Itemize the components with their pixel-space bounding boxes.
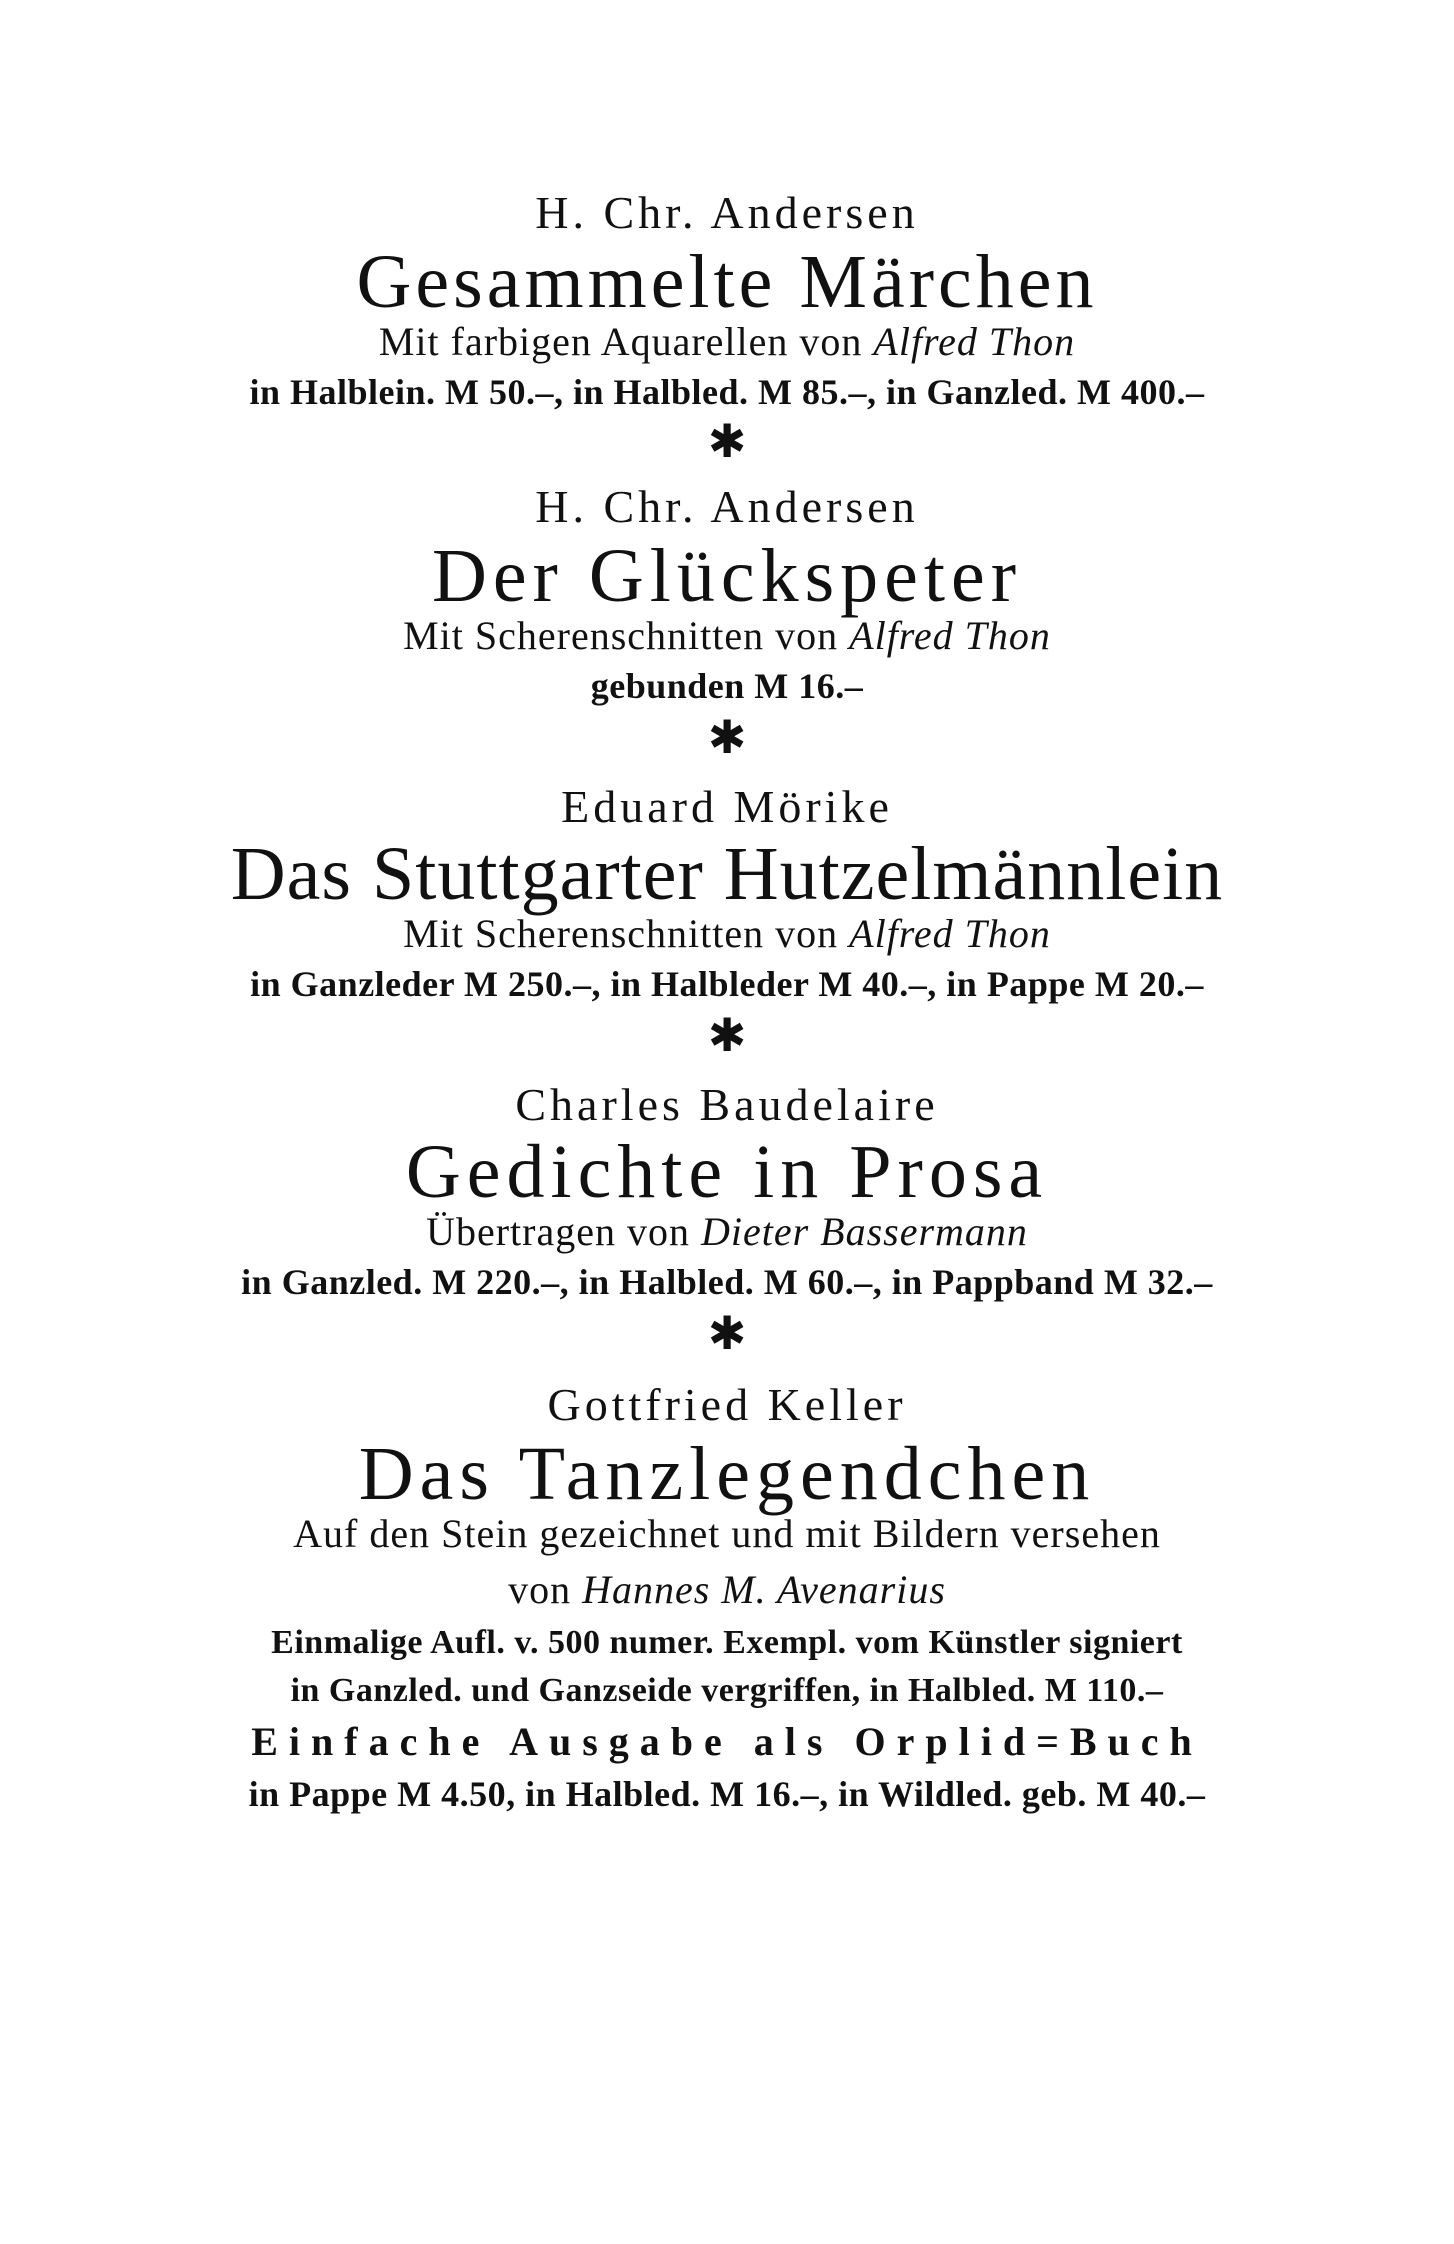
entry-author: H. Chr. Andersen xyxy=(535,481,919,532)
entry-author: Charles Baudelaire xyxy=(515,1079,939,1130)
star-separator: ✱ xyxy=(707,1306,747,1360)
entry-title: Der Glückspeter xyxy=(431,534,1023,618)
entry-price: in Ganzled. M 220.–, in Halbled. M 60.–, in Pappband M 32.– xyxy=(241,1262,1213,1302)
entry-title: Gesammelte Märchen xyxy=(356,240,1098,324)
edition-heading: Einfache Ausgabe als Orplid=Buch xyxy=(251,1719,1203,1764)
translator-name: Dieter Bassermann xyxy=(700,1209,1028,1254)
entry-title: Gedichte in Prosa xyxy=(405,1130,1049,1214)
entry-author: Gottfried Keller xyxy=(547,1379,907,1430)
star-separator: ✱ xyxy=(707,710,747,764)
entry-subtitle: Übertragen von Dieter Bassermann xyxy=(426,1209,1028,1254)
entry-price: in Halblein. M 50.–, in Halbled. M 85.–, in Ganzled. M 400.– xyxy=(249,372,1205,412)
entry-subtitle: Auf den Stein gezeichnet und mit Bildern versehen xyxy=(293,1511,1161,1556)
entry-subtitle-illustrator: von Hannes M. Avenarius xyxy=(508,1567,946,1612)
edition-note: in Ganzled. und Ganzseide vergriffen, in Halbled. M 110.– xyxy=(290,1672,1164,1709)
entry-subtitle: Mit Scherenschnitten von Alfred Thon xyxy=(403,911,1051,956)
edition-note: Einmalige Aufl. v. 500 numer. Exempl. vom Künstler signiert xyxy=(271,1624,1183,1661)
illustrator-name: Alfred Thon xyxy=(849,911,1051,956)
entry-author: H. Chr. Andersen xyxy=(535,187,919,238)
entry-price: in Ganzleder M 250.–, in Halbleder M 40.–, in Pappe M 20.– xyxy=(250,964,1204,1004)
illustrator-name: Alfred Thon xyxy=(873,319,1076,364)
entry-subtitle: Mit Scherenschnitten von Alfred Thon xyxy=(403,613,1051,658)
entry-author: Eduard Mörike xyxy=(561,781,893,832)
illustrator-name: Hannes M. Avenarius xyxy=(582,1567,946,1612)
illustrator-name: Alfred Thon xyxy=(849,613,1051,658)
entry-price: gebunden M 16.– xyxy=(590,666,864,706)
entry-title: Das Stuttgarter Hutzelmännlein xyxy=(230,832,1224,916)
star-separator: ✱ xyxy=(707,414,747,468)
star-separator: ✱ xyxy=(707,1008,747,1062)
entry-price: in Pappe M 4.50, in Halbled. M 16.–, in Wildled. geb. M 40.– xyxy=(248,1774,1206,1814)
entry-subtitle: Mit farbigen Aquarellen von Alfred Thon xyxy=(378,319,1076,364)
entry-title: Das Tanzlegendchen xyxy=(358,1432,1096,1516)
